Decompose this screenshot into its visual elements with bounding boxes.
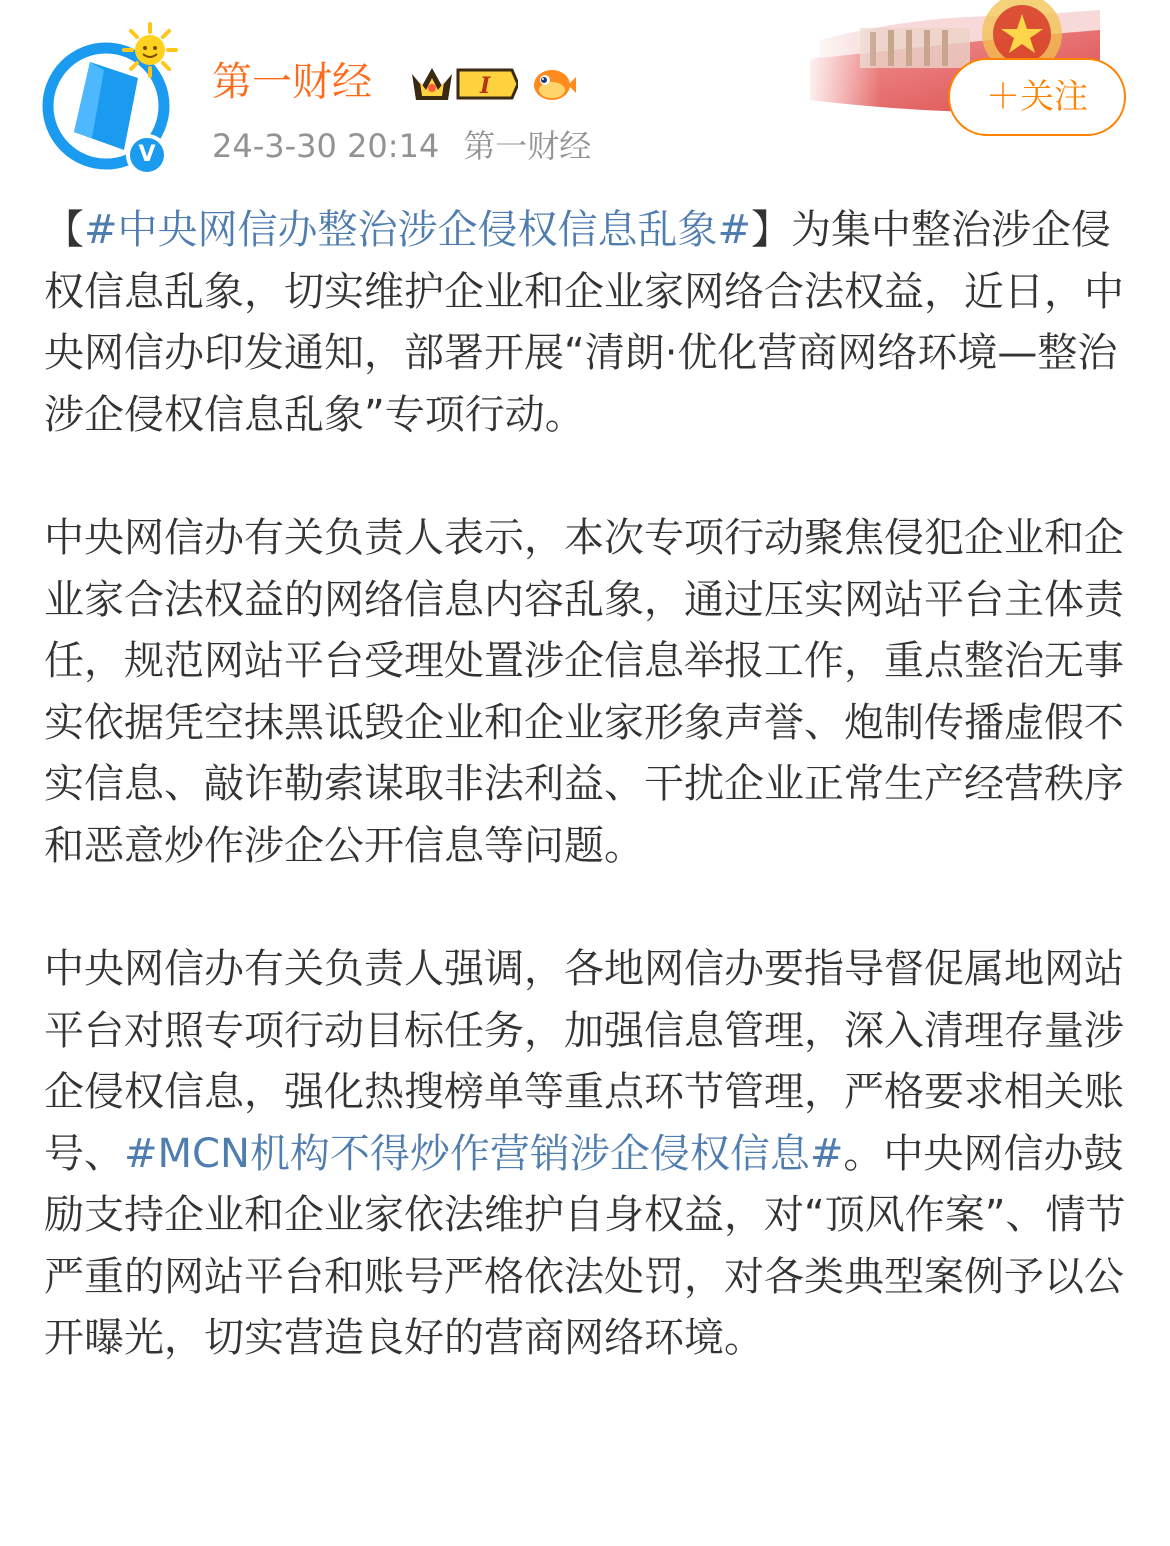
hashtag-link[interactable]: #MCN机构不得炒作营销涉企侵权信息# — [124, 1130, 844, 1177]
verified-badge-icon: V — [126, 134, 168, 176]
post-paragraph-1 — [44, 200, 1134, 446]
follow-button[interactable]: ＋关注 — [948, 58, 1126, 136]
paragraph-text: 】为集中整治涉企侵权信息乱象，切实维护企业和企业家网络合法权益，近日，中央网信办印发通知，部署开展“清朗·优化营商网络环境—整治涉企侵权信息乱象”专项行动。 — [44, 207, 1124, 438]
post-source: 第一财经 — [463, 127, 592, 165]
post-paragraph-2 — [44, 508, 1134, 877]
paragraph-text: 。中央网信办鼓励支持企业和企业家依法维护自身权益，对“顶风作案”、情节严重的网站平台和账号严格依法处罚，对各类典型案例予以公开曝光，切实营造良好的营商网络环境。 — [44, 1130, 1126, 1361]
sun-emoji-icon — [122, 22, 178, 78]
crown-badge-icon[interactable] — [408, 62, 518, 106]
user-badges — [408, 62, 576, 106]
paragraph-text: 中央网信办有关负责人强调，各地网信办要指导督促属地网站平台对照专项行动目标任务，加强信息管理，深入清理存量涉企侵权信息，强化热搜榜单等重点环节管理，严格要求相关账号、 — [44, 946, 1124, 1177]
user-name[interactable]: 第一财经 — [212, 59, 372, 105]
hashtag-link[interactable]: #中央网信办整治涉企侵权信息乱象# — [84, 207, 752, 253]
level-badge-text: I — [480, 73, 491, 99]
post-body — [44, 200, 1134, 1432]
post-paragraph-3 — [44, 939, 1134, 1370]
post-timestamp[interactable]: 24-3-30 20:14 — [212, 127, 440, 165]
pufferfish-icon — [530, 64, 576, 104]
post-meta — [212, 126, 591, 166]
paragraph-text: 中央网信办有关负责人表示，本次专项行动聚焦侵犯企业和企业家合法权益的网络信息内容乱象，通过压实网站平台主体责任，规范网站平台受理处置涉企信息举报工作，重点整治无事实依据凭空抹黑诋毁企业和企业家形象声誉、炮制传播虚假不实信息、敲诈勒索谋取非法利益、干扰企业正常生产经营秩序和恶意炒作涉企公开信息等问题。 — [44, 515, 1124, 869]
bracket-text: 【 — [44, 207, 84, 253]
